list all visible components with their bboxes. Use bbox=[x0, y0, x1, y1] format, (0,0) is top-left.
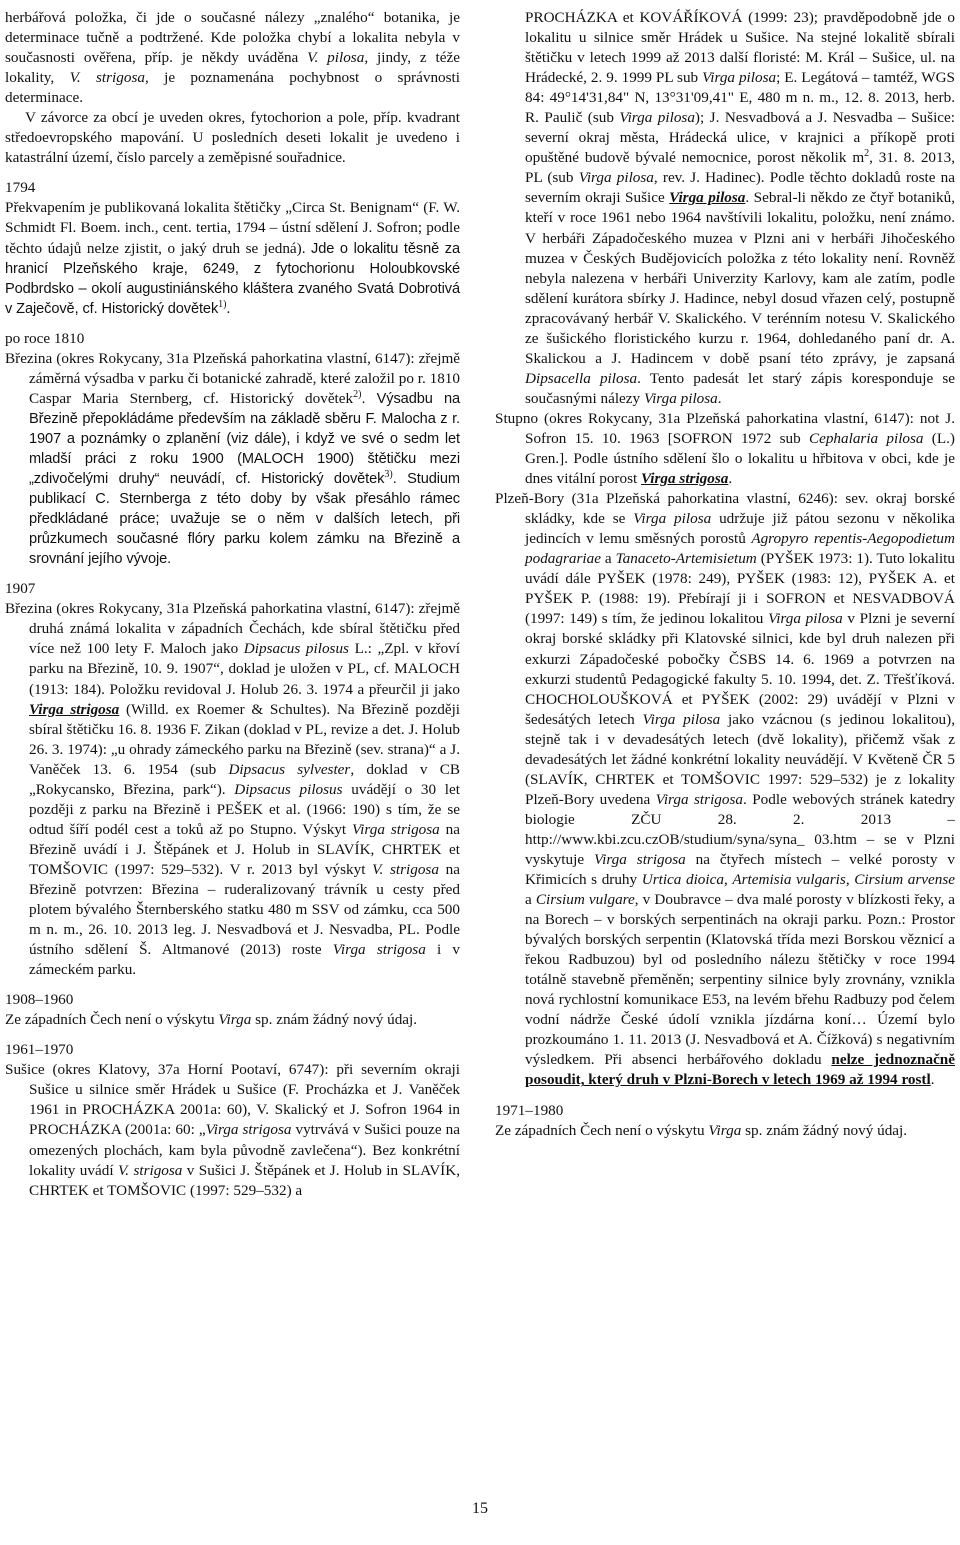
heading-1971-1980: 1971–1980 bbox=[495, 1101, 564, 1119]
right-column bbox=[495, 8, 955, 1141]
paragraph-susice-continued: PROCHÁZKA et KOVÁŘÍKOVÁ (1999: 23); pravděpodobně jde o lokalitu u silnice směr Hrádek u Sušice. Na stejné lokalitě sbírali štětičku v letech 1999 až 2013 další floristé: M. Král – Sušice, ul. na Hrádecké, 2. 9. 1999 PL sub Virga pilosa; E. Legátová – tamtéž, WGS 84: 49°14'31,84" N, 13°31'09,41" E, 480 m n. m., 12. 8. 2013, herb. R. Paulič (sub Virga pilosa); J. Nesvadbová a J. Nesvadba – Sušice: severní okraj města, Hrádecká ulice, v krajnici a příkopě proti opuštěné budově bývalé nemocnice, porost několik $m^2$, 31. 8. 2013, PL (sub Virga pilosa, rev. J. Hadinec). Podle těchto dokladů roste na severním okraji Sušice Virga pilosa. Sebral-li někdo ze čtyř botaniků, kteří v roce 1961 nebo 1964 navštívili lokalitu, položku, není známo. V herbáři Západočeského muzea v Plzni ani v herbáři Jihočeského muzea v Českých Budějovicích položka z této lokality není. Rovněž nebyla nalezena v herbáři Univerzity Karlovy, kam ale zatím, podle sdělení kurátora sbírky J. Hadince, nebyl dosud vřazen celý, postupně zpracovávaný herbář V. Skalického. V terénním notesu V. Skalického ze šušického floristického kurzu r. 1964, dohledaného paní dr. A. Skalickou a J. Hadincem v době psaní této zprávy, je zapsaná Dipsacella pilosa. Tento padesát let starý zápis koresponduje se současnými nálezy Virga pilosa. bbox=[525, 9, 956, 407]
paragraph-1961-1970: Sušice (okres Klatovy, 37a Horní Pootaví, 6747): při severním okraji Sušice u silnice směr Hrádek u Sušice (F. Procházka et J. Vaněček 1961 in PROCHÁZKA 2001a: 60), V. Skalický et J. Sofron 1964 in PROCHÁZKA (2001a: 60: „Virga strigosa vytrvává v Sušici pouze na omezených plochách, kam byla původně zavlečena“). Bez konkrétní lokality uvádí V. strigosa v Sušici J. Štěpánek et J. Holub in SLAVÍK, CHRTEK et TOMŠOVIC (1997: 529–532) a bbox=[5, 1061, 460, 1199]
page-number: 15 bbox=[472, 1500, 488, 1517]
paragraph-plzen-bory: Plzeň-Bory (31a Plzeňská pahorkatina vlastní, 6246): sev. okraj borské skládky, kde se Virga pilosa udržuje již pátou sezonu v několika jedincích v lemu směsných porostů Agropyro repentis-Aegopodietum podagrariae a Tanaceto-Artemisietum (PYŠEK 1973: 1). Tuto lokalitu uvádí dále PYŠEK (1978: 249), PYŠEK (1983: 12), PYŠEK A. et PYŠEK P. (1988: 19). Přebírají ji i SOFRON et NESVADBOVÁ (1997: 149) s tím, že jedinou lokalitou Virga pilosa v Plzni je severní okraj borské skládky při Klatovské silnici, kde byl druh nalezen při exkurzi Západočeské pobočky ČSBS 14. 6. 1969 a potvrzen na exkurzi studentů Pedagogické fakulty 5. 10. 1994, det. Z. Třešťíková. CHOCHOLOUŠKOVÁ et PYŠEK (2002: 29) uvádějí v Plzni v šedesátých letech Virga pilosa jako vzácnou (s jedinou lokalitou), stejně tak i v devadesátých letech (dvě lokality), přičemž však z devadesátých let žádné konkrétní lokality neuvádějí. V Květeně ČR 5 (SLAVÍK, CHRTEK et TOMŠOVIC 1997: 529–532) je z lokality Plzeň-Bory uvedena Virga strigosa. Podle webových stránek katedry biologie ZČU 28. 2. 2013 – http://www.kbi.zcu.czOB/studium/syna/syna_ 03.htm – se v Plzni vyskytuje Virga strigosa na čtyřech místech – velké porosty v Křimicích s druhy Urtica dioica, Artemisia vulgaris, Cirsium arvense a Cirsium vulgare, v Doubravce – dva malé porosty v blízkosti řeky, a na Borech – v borských serpentinách na okraji parku. Pozn.: Prostor bývalých borských serpentin (Klatovská třída mezi Borskou věznicí a řekou Radbuzou) byl od posledního nálezu štětičky v roce 1994 totálně stavebně přeměněn; serpentiny silnice byly zrovnány, vznikla nová rychlostní komunikace E53, na levém břehu Radbuzy pod čelem vodní nádrže České údolí vznikla jízdárna koní… Území bylo prozkoumáno 1. 11. 2013 (J. Nesvadbová et A. Čížková) s negativním výsledkem. Při absenci herbářového dokladu nelze jednoznačně posoudit, který druh v Plzni-Borech v letech 1969 až 1994 rostl. bbox=[495, 490, 956, 1089]
heading-1907: 1907 bbox=[5, 580, 36, 598]
method-paragraph: V závorce za obcí je uveden okres, fytochorion a pole, příp. kvadrant středoevropského mapování. U posledních deseti lokalit je uvedeno i katastrální území, číslo parcely a zeměpisné souřadnice. bbox=[5, 109, 460, 167]
intro-paragraph-end: herbářová položka, či jde o současné nálezy „znalého“ botanika, je determinace tučně a podtržené. Kde položka chybí a lokalita nebyla v současnosti ověřena, příp. je někdy uváděna V. pilosa, jindy, z téže lokality, V. strigosa, je poznamenána pochybnost o správnosti determinace. bbox=[5, 9, 460, 107]
paragraph-1794: Překvapením je publikovaná lokalita štětičky „Circa St. Benignam“ (F. W. Schmidt Fl. Boem. inch., cent. tertia, 1794 – ústní sdělení J. Sofron; podle těchto údajů nelze zjistit, o jaký druh se jedná). Jde o lokalitu těsně za hranicí Plzeňského kraje, 6249, z fytochorionu Holoubkovské Podbrdsko – okolí augustiniánského kláštera zvaného Svatá Dobrotivá v Zaječově, cf. Historický dovětek$^{1)}$. bbox=[5, 199, 460, 317]
paragraph-1971-1980: Ze západních Čech není o výskytu Virga sp. znám žádný nový údaj. bbox=[495, 1121, 908, 1139]
paragraph-1908-1960: Ze západních Čech není o výskytu Virga sp. znám žádný nový údaj. bbox=[5, 1011, 418, 1029]
left-column bbox=[5, 8, 460, 1201]
paragraph-1810: Březina (okres Rokycany, 31a Plzeňská pahorkatina vlastní, 6147): zřejmě záměrná výsadba v parku či botanické zahradě, které založil po r. 1810 Caspar Maria Sternberg, cf. Historický dovětek$^{2)}$. Výsadbu na Březině přepokládáme především na základě sběru F. Malocha z r. 1907 a poznámky o zplanění (viz dále), i když ve své o sedm let mladší práci z roku 1900 (MALOCH 1900) štětičku mezi „zdivočelými druhy“ neuvádí, cf. Historický dovětek$^{3)}$. Studium publikací C. Sternberga z této doby by však přesáhlo rámec předkládané práce; uvažuje se o něm v dalších letech, při průzkumech současné flóry parku kolem zámku na Březině a srovnání jejího vývoje. bbox=[5, 349, 460, 568]
paragraph-stupno: Stupno (okres Rokycany, 31a Plzeňská pahorkatina vlastní, 6147): not J. Sofron 15. 10. 1963 [SOFRON 1972 sub Cephalaria pilosa (L.) Gren.]. Podle ústního sdělení šlo o lokalitu u hřbitova v obci, kde je dnes vitální porost Virga strigosa. bbox=[495, 409, 955, 488]
heading-1810: po roce 1810 bbox=[5, 329, 85, 347]
heading-1908-1960: 1908–1960 bbox=[5, 991, 74, 1009]
heading-1794: 1794 bbox=[5, 179, 36, 197]
heading-1961-1970: 1961–1970 bbox=[5, 1041, 74, 1059]
paragraph-1907: Březina (okres Rokycany, 31a Plzeňská pahorkatina vlastní, 6147): zřejmě druhá známá lokalita v západních Čechách, kde sbíral štětičku před více než 100 lety F. Maloch jako Dipsacus pilosus L.: „Zpl. v křoví parku na Březině, 10. 9. 1907“, doklad je uložen v PL, cf. MALOCH (1913: 184). Položku revidoval J. Holub 26. 3. 1974 a přeurčil ji jako Virga strigosa (Willd. ex Roemer & Schultes). Na Březině později sbíral štětičku 16. 8. 1936 F. Zikan (doklad v PL, revize a det. J. Holub 26. 3. 1974): „u ohrady zámeckého parku na Březině (sev. strana)“ a J. Vaněček 13. 6. 1954 (sub Dipsacus sylvester, doklad v CB „Rokycansko, Březina, park“). Dipsacus pilosus uvádějí o 30 let později z parku na Březině i PEŠEK et al. (1966: 190) s tím, že se odtud šíří podél cest a toků až po Stupno. Výskyt Virga strigosa na Březině uvádí i J. Štěpánek et J. Holub in SLAVÍK, CHRTEK et TOMŠOVIC (1997: 529–532). V r. 2013 byl výskyt V. strigosa na Březině potvrzen: Březina – ruderalizovaný trávník u cesty před plotem bývalého Šternberského statku 480 m SSV od zámku, cca 500 m n. m., 26. 10. 2013 leg. J. Nesvadbová et J. Nesvadba, PL. Podle ústního sdělení Š. Altmanové (2013) roste Virga strigosa i v zámeckém parku. bbox=[5, 600, 461, 979]
